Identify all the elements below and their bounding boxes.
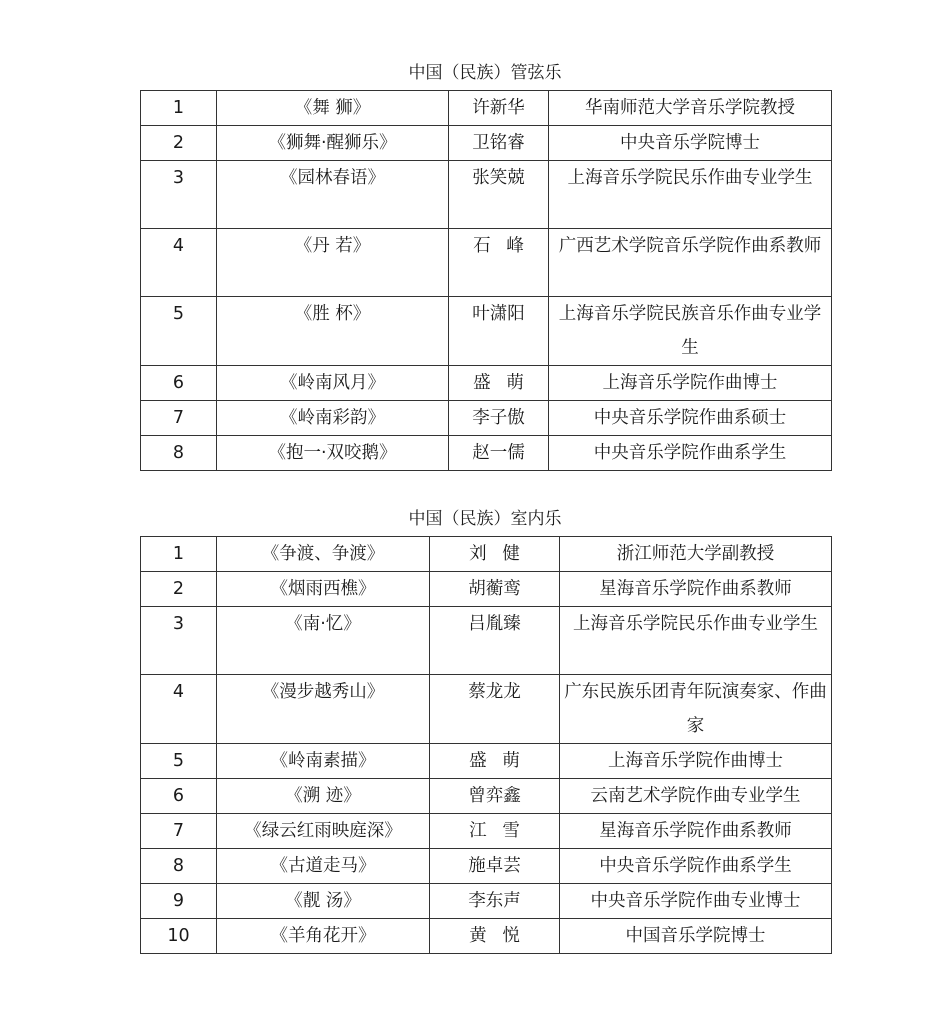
work-title: 《漫步越秀山》 (217, 675, 430, 744)
row-number: 5 (141, 744, 217, 779)
composer-affiliation: 云南艺术学院作曲专业学生 (560, 779, 832, 814)
composer-affiliation: 上海音乐学院作曲博士 (549, 366, 832, 401)
work-title: 《舞 狮》 (217, 91, 449, 126)
table-row (141, 572, 832, 607)
composer-affiliation: 浙江师范大学副教授 (560, 537, 832, 572)
row-number: 6 (141, 779, 217, 814)
work-title: 《胜 杯》 (217, 297, 449, 366)
composer-name: 黄悦 (430, 919, 560, 954)
work-title: 《绿云红雨映庭深》 (217, 814, 430, 849)
work-title: 《靓 汤》 (217, 884, 430, 919)
table-row (141, 919, 832, 954)
orchestral-works-table (140, 90, 832, 471)
composer-name: 施卓芸 (430, 849, 560, 884)
table-row (141, 537, 832, 572)
composer-affiliation: 中央音乐学院作曲系学生 (560, 849, 832, 884)
table-row (141, 675, 832, 744)
row-number: 8 (141, 436, 217, 471)
composer-name: 蔡龙龙 (430, 675, 560, 744)
composer-name: 盛萌 (449, 366, 549, 401)
composer-name: 江雪 (430, 814, 560, 849)
composer-name: 叶潇阳 (449, 297, 549, 366)
work-title: 《丹 若》 (217, 229, 449, 297)
table-row (141, 91, 832, 126)
work-title: 《岭南素描》 (217, 744, 430, 779)
row-number: 8 (141, 849, 217, 884)
composer-affiliation: 中央音乐学院作曲系硕士 (549, 401, 832, 436)
composer-affiliation: 广西艺术学院音乐学院作曲系教师 (549, 229, 832, 297)
row-number: 2 (141, 572, 217, 607)
work-title: 《南·忆》 (217, 607, 430, 675)
table-row (141, 884, 832, 919)
composer-name: 许新华 (449, 91, 549, 126)
row-number: 4 (141, 229, 217, 297)
composer-affiliation: 星海音乐学院作曲系教师 (560, 572, 832, 607)
table-row (141, 366, 832, 401)
table-row (141, 229, 832, 297)
table-row (141, 161, 832, 229)
composer-affiliation: 中央音乐学院作曲专业博士 (560, 884, 832, 919)
composer-name: 赵一儒 (449, 436, 549, 471)
section-title-orchestral: 中国（民族）管弦乐 (408, 63, 562, 83)
row-number: 3 (141, 161, 217, 229)
row-number: 5 (141, 297, 217, 366)
work-title: 《古道走马》 (217, 849, 430, 884)
composer-affiliation: 上海音乐学院民乐作曲专业学生 (560, 607, 832, 675)
table-row (141, 297, 832, 366)
composer-name: 胡蘅鸾 (430, 572, 560, 607)
work-title: 《争渡、争渡》 (217, 537, 430, 572)
table-row (141, 126, 832, 161)
row-number: 6 (141, 366, 217, 401)
composer-affiliation: 广东民族乐团青年阮演奏家、作曲家 (560, 675, 832, 744)
composer-name: 李东声 (430, 884, 560, 919)
row-number: 2 (141, 126, 217, 161)
composer-name: 张笑兢 (449, 161, 549, 229)
composer-affiliation: 中国音乐学院博士 (560, 919, 832, 954)
composer-affiliation: 上海音乐学院民族音乐作曲专业学生 (549, 297, 832, 366)
composer-affiliation: 上海音乐学院民乐作曲专业学生 (549, 161, 832, 229)
row-number: 3 (141, 607, 217, 675)
table-row (141, 744, 832, 779)
composer-name: 石峰 (449, 229, 549, 297)
table-row (141, 436, 832, 471)
work-title: 《园林春语》 (217, 161, 449, 229)
composer-affiliation: 中央音乐学院博士 (549, 126, 832, 161)
composer-affiliation: 华南师范大学音乐学院教授 (549, 91, 832, 126)
composer-name: 李子傲 (449, 401, 549, 436)
chamber-works-table (140, 536, 832, 954)
row-number: 10 (141, 919, 217, 954)
composer-name: 曾弈鑫 (430, 779, 560, 814)
row-number: 9 (141, 884, 217, 919)
table-row (141, 814, 832, 849)
composer-name: 刘健 (430, 537, 560, 572)
composer-affiliation: 星海音乐学院作曲系教师 (560, 814, 832, 849)
section-title-chamber: 中国（民族）室内乐 (408, 509, 562, 529)
composer-affiliation: 中央音乐学院作曲系学生 (549, 436, 832, 471)
table-row (141, 401, 832, 436)
table-row (141, 849, 832, 884)
work-title: 《烟雨西樵》 (217, 572, 430, 607)
work-title: 《狮舞·醒狮乐》 (217, 126, 449, 161)
work-title: 《岭南彩韵》 (217, 401, 449, 436)
work-title: 《羊角花开》 (217, 919, 430, 954)
row-number: 7 (141, 401, 217, 436)
table-row (141, 607, 832, 675)
composer-affiliation: 上海音乐学院作曲博士 (560, 744, 832, 779)
table-row (141, 779, 832, 814)
composer-name: 盛萌 (430, 744, 560, 779)
work-title: 《岭南风月》 (217, 366, 449, 401)
row-number: 7 (141, 814, 217, 849)
row-number: 1 (141, 537, 217, 572)
composer-name: 吕胤臻 (430, 607, 560, 675)
work-title: 《溯 迹》 (217, 779, 430, 814)
row-number: 4 (141, 675, 217, 744)
composer-name: 卫铭睿 (449, 126, 549, 161)
row-number: 1 (141, 91, 217, 126)
work-title: 《抱一·双咬鹅》 (217, 436, 449, 471)
